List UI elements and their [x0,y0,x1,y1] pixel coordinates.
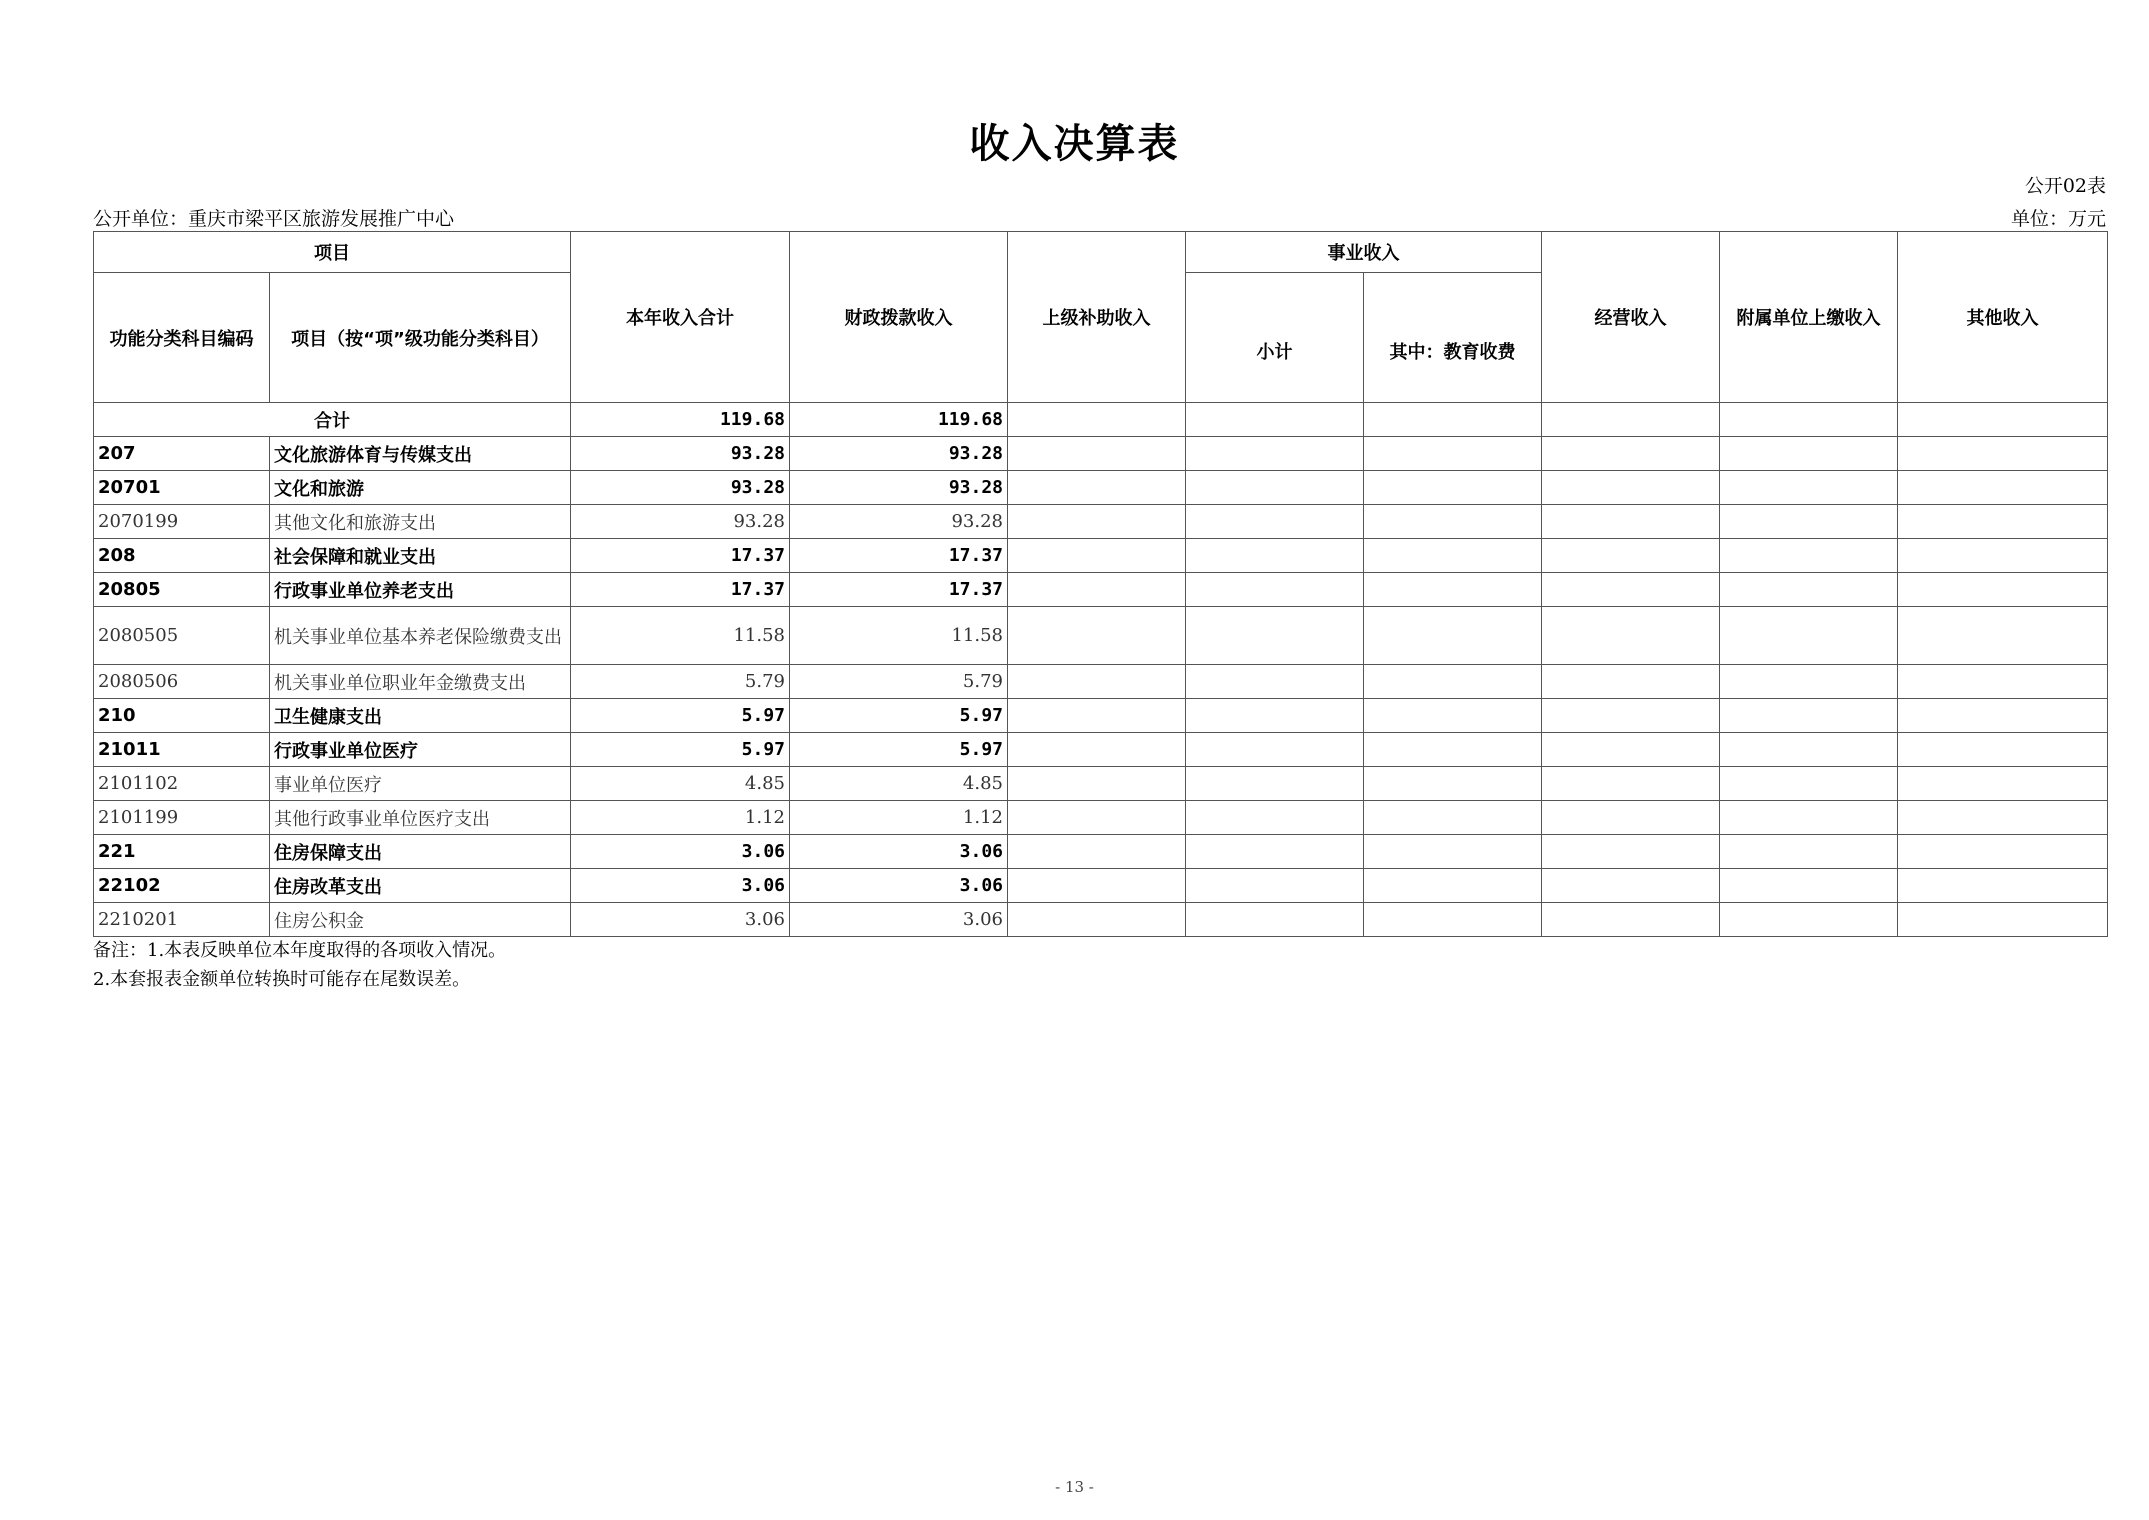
note-line: 备注：1.本表反映单位本年度取得的各项收入情况。 [93,940,507,961]
table-row [94,437,2108,471]
table-row [94,835,2108,869]
header-business: 事业收入 [1186,232,1542,273]
table-row [94,539,2108,573]
row-fiscal: 3.06 [790,835,1008,869]
row-total: 5.97 [571,733,790,767]
page-number: - 13 - [1055,1478,1094,1496]
row-name: 住房公积金 [270,903,571,937]
row-total: 93.28 [571,437,790,471]
row-fiscal: 5.97 [790,699,1008,733]
header-superior: 上级补助收入 [1008,232,1186,403]
row-name: 住房保障支出 [270,835,571,869]
row-name: 卫生健康支出 [270,699,571,733]
row-code: 2101199 [94,801,270,835]
row-fiscal: 11.58 [790,607,1008,665]
row-name: 行政事业单位医疗 [270,733,571,767]
row-total: 3.06 [571,835,790,869]
row-total: 17.37 [571,539,790,573]
row-code: 2101102 [94,767,270,801]
income-table [93,231,2108,937]
row-code: 2080505 [94,607,270,665]
table-row [94,903,2108,937]
total-label: 合计 [94,403,571,437]
row-fiscal: 93.28 [790,505,1008,539]
row-name: 社会保障和就业支出 [270,539,571,573]
row-fiscal: 5.97 [790,733,1008,767]
table-row [94,665,2108,699]
row-code: 221 [94,835,270,869]
header-affiliated: 附属单位上缴收入 [1720,232,1898,403]
row-fiscal: 3.06 [790,869,1008,903]
row-code: 2080506 [94,665,270,699]
row-code: 22102 [94,869,270,903]
row-fiscal: 1.12 [790,801,1008,835]
row-name: 其他文化和旅游支出 [270,505,571,539]
row-fiscal: 5.79 [790,665,1008,699]
note-line: 2.本套报表金额单位转换时可能存在尾数误差。 [93,969,471,990]
row-fiscal: 4.85 [790,767,1008,801]
row-name: 文化和旅游 [270,471,571,505]
table-row [94,699,2108,733]
reporting-unit: 公开单位：重庆市梁平区旅游发展推广中心 [93,208,455,230]
row-name: 事业单位医疗 [270,767,571,801]
row-name: 文化旅游体育与传媒支出 [270,437,571,471]
page-title: 收入决算表 [969,121,1180,167]
row-code: 20701 [94,471,270,505]
row-name: 住房改革支出 [270,869,571,903]
row-code: 210 [94,699,270,733]
header-operating: 经营收入 [1542,232,1720,403]
total-row [94,403,2108,437]
row-total: 93.28 [571,505,790,539]
row-total: 1.12 [571,801,790,835]
row-fiscal: 93.28 [790,437,1008,471]
header-name: 项目（按“项”级功能分类科目） [270,273,571,403]
row-code: 208 [94,539,270,573]
row-code: 2210201 [94,903,270,937]
row-total: 17.37 [571,573,790,607]
row-code: 20805 [94,573,270,607]
row-total: 5.97 [571,699,790,733]
table-row [94,869,2108,903]
form-number: 公开02表 [2024,175,2106,197]
header-fiscal: 财政拨款收入 [790,232,1008,403]
row-code: 21011 [94,733,270,767]
row-code: 207 [94,437,270,471]
header-code: 功能分类科目编码 [94,273,270,403]
notes [93,936,506,994]
table-row [94,607,2108,665]
row-fiscal: 17.37 [790,539,1008,573]
table-row [94,505,2108,539]
row-name: 其他行政事业单位医疗支出 [270,801,571,835]
header-edu-fee: 其中：教育收费 [1364,273,1542,403]
row-fiscal: 3.06 [790,903,1008,937]
row-total: 93.28 [571,471,790,505]
table-row [94,733,2108,767]
header-total: 本年收入合计 [571,232,790,403]
row-total: 3.06 [571,869,790,903]
header-item: 项目 [94,232,571,273]
row-name: 机关事业单位职业年金缴费支出 [270,665,571,699]
row-fiscal: 17.37 [790,573,1008,607]
header-subtotal: 小计 [1186,273,1364,403]
table-row [94,573,2108,607]
total-fiscal: 119.68 [790,403,1008,437]
row-total: 11.58 [571,607,790,665]
table-row [94,471,2108,505]
row-total: 3.06 [571,903,790,937]
row-name: 机关事业单位基本养老保险缴费支出 [270,607,571,665]
table-row [94,801,2108,835]
row-total: 4.85 [571,767,790,801]
table-row [94,767,2108,801]
row-fiscal: 93.28 [790,471,1008,505]
total-income: 119.68 [571,403,790,437]
row-total: 5.79 [571,665,790,699]
row-code: 2070199 [94,505,270,539]
header-other: 其他收入 [1898,232,2108,403]
row-name: 行政事业单位养老支出 [270,573,571,607]
header-row-1 [94,232,2108,273]
currency-unit: 单位：万元 [2010,208,2106,230]
